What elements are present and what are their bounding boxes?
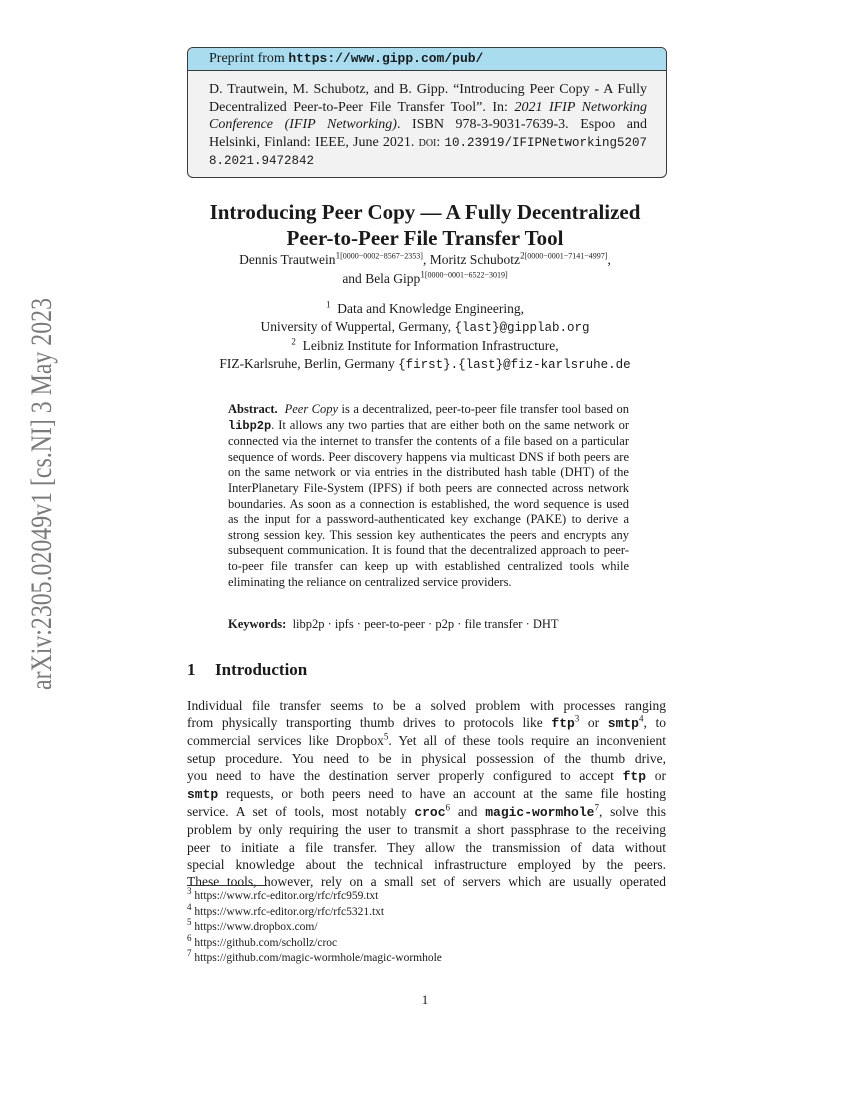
keywords-list: libp2p · ipfs · peer-to-peer · p2p · file transfer · DHT [292, 617, 559, 631]
author-separator: , [607, 252, 611, 267]
abstract-text: . It allows any two parties that are either both on the same network or connected via the internet to transfer the contents of a file based on a particular sequence of words. Peer discovery happens via multicast DNS if both peers are on the same network or via entries in the distributed hash table (DHT) of the InterPlanetary File-System (IPFS) if both peers are connected across network boundaries. As soon as a connection is established, the word sequence is used as the input for a password-authenticated key exchange (PAKE) to derive a strong session key. This session key authenticates the peers and encrypts any subsequent communication. It is found that the decentralized approach to peer-to-peer file transfer can keep up with established centralized tools while eliminating the reliance on centralized service providers. [228, 417, 629, 589]
intro-line: problem by only requiring the user to transmit a short passphrase to the receiving [187, 822, 666, 838]
libp2p-code: libp2p [228, 418, 272, 433]
author-affiliation-mark: 2 [520, 250, 525, 261]
affiliation-mark: 1 [326, 299, 331, 310]
footnote-mark: 5 [187, 917, 192, 928]
intro-line [187, 803, 666, 821]
intro-text: and [450, 804, 486, 820]
citation-isbn: . ISBN 978-3-9031-7639-3. Espoo and Helsinki, Finland: IEEE, June 2021. [209, 117, 648, 150]
intro-text: service. A set of tools, most notably [187, 804, 415, 820]
footnote-mark: 6 [187, 932, 192, 943]
intro-text: , to [643, 715, 666, 731]
ftp-code: ftp [551, 716, 575, 732]
intro-text: , solve this [598, 804, 666, 820]
authors [160, 250, 690, 288]
footnote-ref-4[interactable]: 4 [639, 713, 644, 724]
footnote-mark: 3 [187, 886, 192, 897]
affiliation-2-location: FIZ-Karlsruhe, Berlin, Germany [219, 355, 399, 371]
affiliation-1-name: Data and Knowledge Engineering, [337, 301, 524, 316]
footnote-5 [187, 917, 666, 936]
intro-text: commercial services like Dropbox [187, 733, 384, 749]
footnote-link[interactable]: https://www.rfc-editor.org/rfc/rfc5321.txt [194, 905, 385, 918]
author-separator: , [422, 252, 430, 267]
footnote-ref-6[interactable]: 6 [445, 802, 451, 813]
section-heading [187, 660, 307, 680]
intro-text: or [646, 767, 667, 783]
intro-paragraph [187, 697, 666, 890]
intro-text: or [579, 715, 608, 731]
orcid-trautwein[interactable]: [0000−0002−8567−2353] [340, 251, 423, 261]
intro-line: peer to initiate a file transfer. They allow the transmission of data without [187, 839, 666, 855]
citation-venue: 2021 IFIP Networking Conference (IFIP Networking) [209, 99, 647, 132]
footnotes [187, 886, 666, 967]
author-and: and [342, 271, 366, 286]
smtp-code: smtp [607, 716, 639, 732]
intro-text: from physically transporting thumb drives to protocols like [187, 715, 552, 731]
doi-link[interactable]: 10.23919/IFIPNetworking52078.2021.9472842 [209, 135, 648, 168]
title-line-1: Introducing Peer Copy — A Fully Decentralized [209, 200, 641, 224]
affiliation-1-location: University of Wuppertal, Germany, [260, 318, 455, 334]
wormhole-code: magic-wormhole [485, 805, 595, 821]
section-title: Introduction [215, 660, 308, 679]
author-gipp: Bela Gipp [365, 271, 421, 286]
intro-line: setup procedure. You need to be in physical possession of the thumb drive, [187, 750, 666, 766]
footnote-link[interactable]: https://github.com/magic-wormhole/magic-wormhole [194, 952, 442, 965]
orcid-gipp[interactable]: [0000−0001−6522−3019] [424, 270, 508, 280]
footnote-mark: 7 [187, 948, 192, 959]
doi-sep: : [436, 134, 445, 150]
title-line-2: Peer-to-Peer File Transfer Tool [286, 226, 564, 250]
author-affiliation-mark: 1 [420, 269, 425, 280]
intro-text: you need to have the destination server properly configured to accept [187, 767, 623, 783]
arxiv-id: arXiv:2305.02049v1 [cs.NI] 3 May 2023 [25, 196, 58, 690]
author-trautwein: Dennis Trautwein [239, 252, 336, 267]
intro-line [187, 767, 666, 785]
citation-text: D. Trautwein, M. Schubotz, and B. Gipp. “Introducing Peer Copy - A Fully Decentralized Peer-to-Peer File Transfer Tool”. In: [209, 82, 647, 115]
paper-title [150, 199, 700, 251]
ftp-code: ftp [622, 768, 647, 784]
intro-line: These tools, however, rely on a small set of servers which are usually operated [187, 874, 666, 890]
footnote-4 [187, 901, 666, 921]
preprint-header [188, 48, 666, 71]
preprint-url[interactable]: https://www.gipp.com/pub/ [288, 51, 484, 66]
preprint-citation [188, 71, 666, 171]
intro-line: special knowledge about the technical infrastructure employed by the peers. [187, 856, 666, 872]
footnote-link[interactable]: https://www.dropbox.com/ [194, 921, 318, 934]
affiliation-1-email[interactable]: {last}@gipplab.org [454, 320, 590, 335]
footnote-link[interactable]: https://github.com/schollz/croc [194, 936, 338, 949]
smtp-code: smtp [187, 787, 219, 803]
footnote-7 [187, 948, 666, 967]
doi-label: doi [418, 134, 437, 150]
keywords [228, 617, 638, 633]
intro-line: Individual file transfer seems to be a solved problem with processes ranging [187, 698, 666, 713]
author-schubotz: Moritz Schubotz [429, 252, 521, 267]
page-number: 1 [421, 992, 429, 1007]
arxiv-stamp [13, 196, 61, 690]
abstract-label: Abstract. [228, 402, 278, 416]
footnote-ref-5[interactable]: 5 [383, 731, 389, 742]
orcid-schubotz[interactable]: [0000−0001−7141−4997] [524, 251, 608, 261]
footnote-3 [187, 886, 666, 905]
intro-line [187, 732, 666, 749]
footnote-ref-3[interactable]: 3 [574, 713, 580, 724]
footnote-ref-7[interactable]: 7 [594, 802, 599, 813]
affiliation-mark: 2 [291, 336, 296, 347]
intro-text: . Yet all of these tools require an inconvenient [388, 733, 666, 749]
footnote-rule [187, 885, 267, 886]
author-affiliation-mark: 1 [335, 250, 341, 261]
tool-name: Peer Copy [284, 402, 339, 416]
intro-line [187, 785, 666, 803]
croc-code: croc [414, 805, 446, 821]
affiliation-2-name: Leibniz Institute for Information Infrastructure, [302, 338, 559, 353]
affiliation-2-email[interactable]: {first}.{last}@fiz-karlsruhe.de [398, 357, 631, 372]
preprint-box [187, 47, 667, 178]
abstract [228, 402, 629, 590]
section-number: 1 [187, 660, 196, 679]
intro-text: requests, or both peers need to have an account at the same file hosting [218, 786, 666, 802]
footnote-link[interactable]: https://www.rfc-editor.org/rfc/rfc959.txt [194, 890, 379, 902]
affiliations [160, 300, 690, 374]
footnote-mark: 4 [187, 901, 192, 912]
intro-line [187, 714, 666, 732]
preprint-label: Preprint from [209, 51, 289, 66]
keywords-label: Keywords: [228, 617, 287, 631]
abstract-text: is a decentralized, peer-to-peer file transfer tool based on [338, 402, 630, 416]
footnote-6 [187, 932, 666, 952]
